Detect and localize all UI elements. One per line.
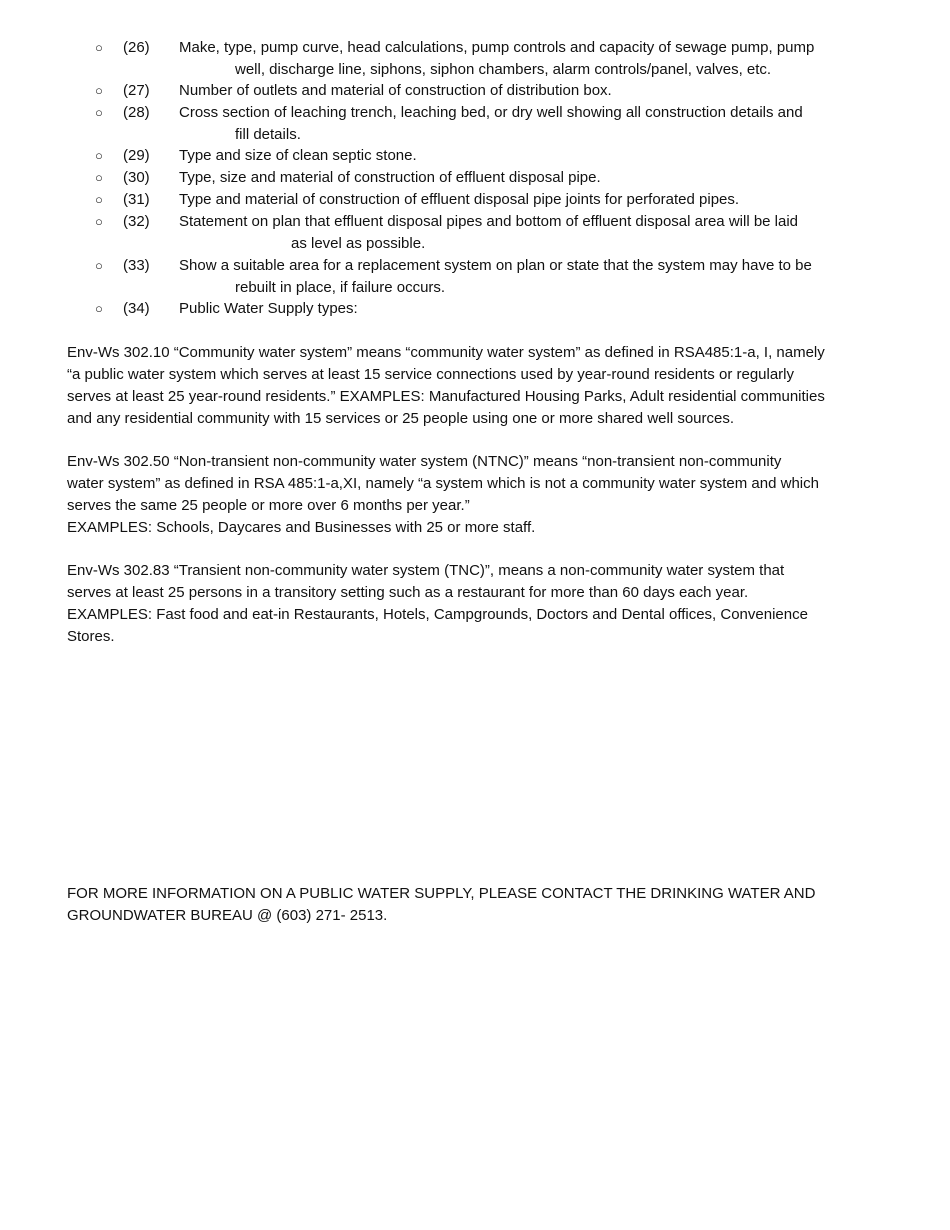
paragraph-line: serves at least 25 year-round residents.” EXAMPLES: Manufactured Housing Parks, Adult residential communities: [67, 388, 825, 405]
bullet-icon: ○: [95, 83, 103, 98]
item-text-continued: rebuilt in place, if failure occurs.: [235, 279, 446, 296]
item-text: Show a suitable area for a replacement system on plan or state that the system may have to be: [179, 257, 812, 274]
paragraph-line: EXAMPLES: Fast food and eat-in Restaurants, Hotels, Campgrounds, Doctors and Dental offices, Convenience: [67, 606, 808, 623]
item-number: (29): [123, 147, 150, 164]
paragraph-line: GROUNDWATER BUREAU @ (603) 271- 2513.: [67, 907, 388, 924]
item-number: (33): [123, 257, 150, 274]
item-text: Type and size of clean septic stone.: [179, 147, 417, 164]
item-text-continued: as level as possible.: [291, 235, 426, 252]
item-number: (28): [123, 104, 150, 121]
item-text: Public Water Supply types:: [179, 300, 358, 317]
item-number: (31): [123, 191, 150, 208]
item-text: Make, type, pump curve, head calculations, pump controls and capacity of sewage pump, pump: [179, 39, 815, 56]
paragraph-line: “a public water system which serves at least 15 service connections used by year-round residents or regularly: [67, 366, 795, 383]
contact-information: [67, 883, 867, 927]
paragraph-line: serves the same 25 people or more over 6 months per year.”: [67, 497, 470, 514]
item-text: Type, size and material of construction of effluent disposal pipe.: [179, 169, 601, 186]
paragraph-line: EXAMPLES: Schools, Daycares and Businesses with 25 or more staff.: [67, 519, 536, 536]
item-number: (30): [123, 169, 150, 186]
bullet-icon: ○: [95, 40, 103, 55]
bullet-icon: ○: [95, 148, 103, 163]
item-text: Cross section of leaching trench, leaching bed, or dry well showing all construction details and: [179, 104, 803, 121]
item-text: Type and material of construction of effluent disposal pipe joints for perforated pipes.: [179, 191, 740, 208]
paragraph-line: serves at least 25 persons in a transitory setting such as a restaurant for more than 60 days each year.: [67, 584, 749, 601]
item-text: Number of outlets and material of construction of distribution box.: [179, 82, 612, 99]
paragraph-line: Env-Ws 302.50 “Non-transient non-community water system (NTNC)” means “non-transient non-community: [67, 453, 782, 470]
bullet-icon: ○: [95, 192, 103, 207]
item-number: (26): [123, 39, 150, 56]
bullet-icon: ○: [95, 170, 103, 185]
definition-ntnc-water-system: [67, 451, 867, 539]
item-text-continued: well, discharge line, siphons, siphon chambers, alarm controls/panel, valves, etc.: [235, 61, 772, 78]
paragraph-line: water system” as defined in RSA 485:1-a,XI, namely “a system which is not a community water system and which: [67, 475, 819, 492]
bullet-icon: ○: [95, 301, 103, 316]
bullet-icon: ○: [95, 258, 103, 273]
item-number: (32): [123, 213, 150, 230]
item-text-continued: fill details.: [235, 126, 301, 143]
definition-tnc-water-system: [67, 560, 867, 648]
paragraph-line: and any residential community with 15 services or 25 people using one or more shared well sources.: [67, 410, 735, 427]
paragraph-line: FOR MORE INFORMATION ON A PUBLIC WATER SUPPLY, PLEASE CONTACT THE DRINKING WATER AND: [67, 885, 816, 902]
bullet-icon: ○: [95, 105, 103, 120]
bullet-icon: ○: [95, 214, 103, 229]
paragraph-line: Env-Ws 302.10 “Community water system” means “community water system” as defined in RSA485:1-a, I, namely: [67, 344, 825, 361]
paragraph-line: Env-Ws 302.83 “Transient non-community water system (TNC)”, means a non-community water system that: [67, 562, 785, 579]
item-number: (27): [123, 82, 150, 99]
definition-community-water-system: [67, 342, 867, 430]
item-text: Statement on plan that effluent disposal pipes and bottom of effluent disposal area will be laid: [179, 213, 799, 230]
item-number: (34): [123, 300, 150, 317]
paragraph-line: Stores.: [67, 628, 115, 645]
